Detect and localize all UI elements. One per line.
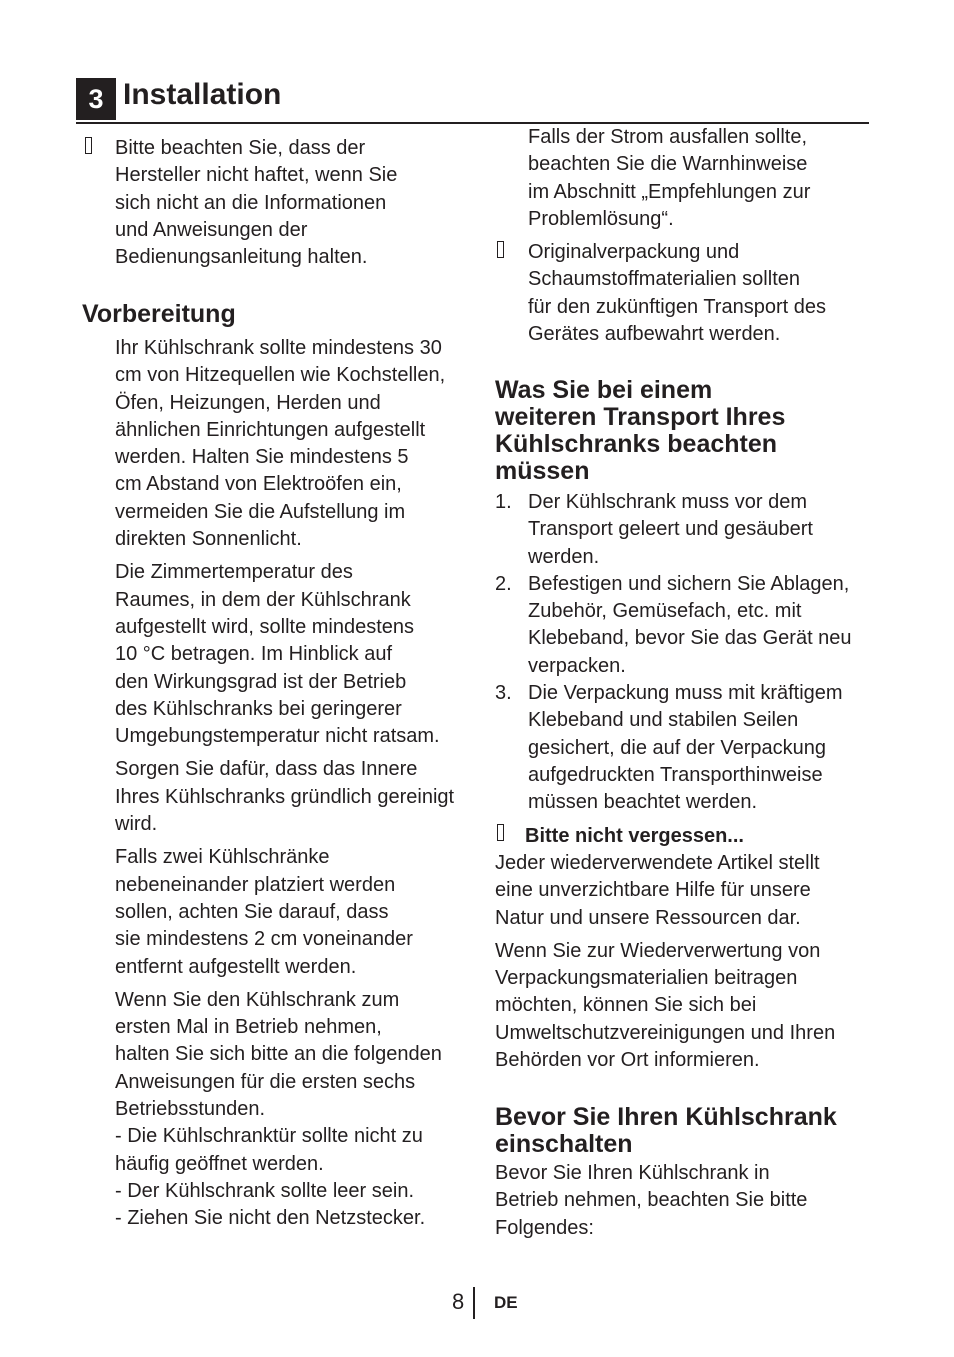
- left-note-text: Bitte beachten Sie, dass der Hersteller nicht haftet, wenn Sie sich nicht an die Informationen und Anweisungen der Bedienungsanleitung halten.: [115, 137, 398, 269]
- paragraph: Ihr Kühlschrank sollte mindestens 30 cm von Hitzequellen wie Kochstellen, Öfen, Heizungen, Herden und ähnlichen Einrichtungen aufgestellt werden. Halten Sie mindestens 5 cm Abstand von Elektroöfen ein, vermeiden Sie die Aufstellung im direkten Sonnenlicht.: [115, 337, 446, 551]
- left-note: [115, 135, 397, 271]
- paragraph: Falls der Strom ausfallen sollte, beachten Sie die Warnhinweise im Abschnitt „Empfehlungen zur Problemlösung“.: [528, 126, 811, 230]
- transport-list: [495, 489, 875, 817]
- transport-heading: Was Sie bei einem weiteren Transport Ihres Kühlschranks beachten müssen: [495, 376, 786, 485]
- right-continued: [528, 124, 810, 233]
- language-code: DE: [494, 1293, 518, 1312]
- list-item: 2. Befestigen und sichern Sie Ablagen, Zubehör, Gemüsefach, etc. mit Klebeband, bevor Sie das Gerät neu verpacken.: [495, 572, 852, 677]
- chapter-number: 3: [76, 78, 116, 120]
- right-note-text: Originalverpackung und Schaumstoffmaterialien sollten für den zukünftigen Transport des Gerätes aufbewahrt werden.: [528, 241, 826, 345]
- chapter-title: Installation: [123, 78, 282, 111]
- paragraph: Wenn Sie den Kühlschrank zum ersten Mal in Betrieb nehmen, halten Sie sich bitte an die folgenden Anweisungen für die ersten sechs Betriebsstunden. - Die Kühlschranktür sollte nicht zu häufig geöffnet werden. - Der Kühlschrank sollte leer sein. - Ziehen Sie nicht den Netzstecker.: [115, 988, 442, 1230]
- list-item: 1. Der Kühlschrank muss vor dem Transport geleert und gesäubert werden.: [495, 491, 813, 568]
- right-note: [528, 239, 826, 348]
- note-icon: [497, 824, 504, 841]
- paragraph: Jeder wiederverwendete Artikel stellt eine unverzichtbare Hilfe für unsere Natur und unsere Ressourcen dar.: [495, 852, 820, 929]
- paragraph: Die Zimmertemperatur des Raumes, in dem der Kühlschrank aufgestellt wird, sollte mindestens 10 °C betragen. Im Hinblick auf den Wirkungsgrad ist der Betrieb des Kühlschranks bei geringerer Umgebungstemperatur nicht ratsam.: [115, 561, 440, 748]
- paragraph: Wenn Sie zur Wiederverwertung von Verpackungsmaterialien beitragen möchten, können Sie sich bei Umweltschutzvereinigungen und Ihren Behörden vor Ort informieren.: [495, 939, 836, 1072]
- note-icon: [497, 241, 504, 258]
- footer-divider: [473, 1287, 475, 1319]
- left-body: [115, 335, 454, 1233]
- paragraph: Sorgen Sie dafür, dass das Innere Ihres Kühlschranks gründlich gereinigt wird.: [115, 758, 455, 836]
- page-number: 8: [452, 1289, 465, 1314]
- before-heading: Bevor Sie Ihren Kühlschrank einschalten: [495, 1103, 837, 1158]
- vorbereitung-heading: Vorbereitung: [82, 300, 236, 328]
- paragraph: Bevor Sie Ihren Kühlschrank in Betrieb nehmen, beachten Sie bitte Folgendes:: [495, 1162, 808, 1239]
- paragraph: Falls zwei Kühlschränke nebeneinander platziert werden sollen, achten Sie darauf, dass sie mindestens 2 cm voneinander entfernt aufgestellt werden.: [115, 846, 413, 978]
- reminder-title: Bitte nicht vergessen...: [525, 825, 744, 847]
- reminder-body: [495, 850, 835, 1074]
- list-item: 3. Die Verpackung muss mit kräftigem Klebeband und stabilen Seilen gesichert, die auf der Verpackung aufgedruckten Transporthinweise müssen beachtet werden.: [495, 682, 843, 814]
- before-body: [495, 1160, 807, 1242]
- note-icon: [85, 137, 92, 154]
